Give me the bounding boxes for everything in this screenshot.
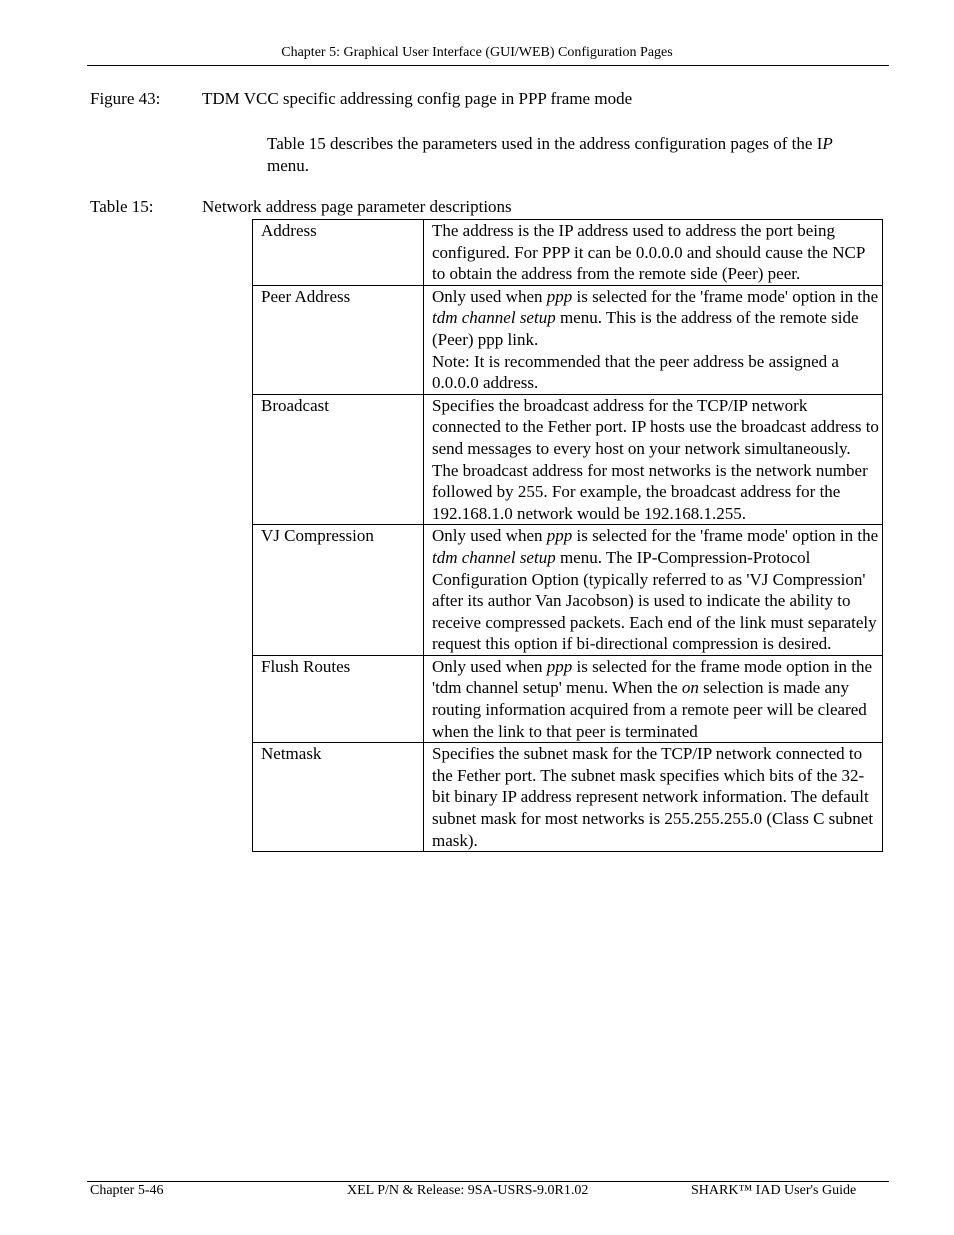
footer-rule xyxy=(87,1181,889,1182)
running-header: Chapter 5: Graphical User Interface (GUI/WEB) Configuration Pages xyxy=(281,45,673,60)
table-row xyxy=(253,285,883,394)
description-text: The address is the IP address used to address the port being configured. For PPP it can be 0.0.0.0 and should cause the NCP to obtain the address from the remote side (Peer) peer. xyxy=(432,221,865,284)
parameter-name: Flush Routes xyxy=(253,655,424,742)
table-number: Table 15: xyxy=(90,197,154,216)
parameter-name: Address xyxy=(253,220,424,286)
intro-text-italic: P xyxy=(822,134,833,153)
table-row xyxy=(253,220,883,286)
description-text: Specifies the broadcast address for the TCP/IP network connected to the Fether port. IP hosts use the broadcast address to send messages to every host on your network simultaneously. The broadcast address for most networks is the network number followed by 255. For example, the broadcast address for the 192.168.1.0 network would be 192.168.1.255. xyxy=(432,395,879,523)
parameter-table xyxy=(252,219,883,852)
table-title: Network address page parameter descriptions xyxy=(202,197,512,216)
parameter-description xyxy=(424,220,883,286)
footer-chapter: Chapter 5-46 xyxy=(90,1183,164,1198)
description-text: Only used when xyxy=(432,286,547,306)
description-italic-text: ppp xyxy=(546,526,573,546)
figure-title: TDM VCC specific addressing config page in PPP frame mode xyxy=(202,89,633,108)
parameter-table-body xyxy=(253,220,883,852)
table-caption xyxy=(90,197,512,217)
description-italic-text: tdm channel setup xyxy=(432,547,556,567)
header-rule xyxy=(87,65,889,66)
description-text: menu. This is the address of the remote side (Peer) ppp link. xyxy=(432,308,859,349)
description-text: selection is made any routing information acquired from a remote peer will be cleared when the link to that peer is terminated xyxy=(432,678,867,741)
parameter-name: VJ Compression xyxy=(253,525,424,656)
description-text: is selected for the 'frame mode' option in the xyxy=(572,526,879,546)
description-text: Note: It is recommended that the peer address be assigned a 0.0.0.0 address. xyxy=(432,351,839,393)
table-row xyxy=(253,394,883,525)
description-text: is selected for the 'frame mode' option in the xyxy=(572,286,879,306)
table-row xyxy=(253,655,883,742)
table-row xyxy=(253,743,883,852)
intro-text-start: Table 15 describes the parameters used in the address configuration pages of the I xyxy=(267,134,823,153)
parameter-description xyxy=(424,394,883,525)
description-text: is selected for the frame mode option in the 'tdm channel setup' menu. When the xyxy=(432,656,873,698)
description-text: Only used when xyxy=(432,526,547,546)
description-text: menu. The IP-Compression-Protocol Configuration Option (typically referred to as 'VJ Compression' after its author Van Jacobson) is used to indicate the ability to receive compressed packets. Each end of the link must separately request this option if bi-directional compression is desired. xyxy=(432,547,877,654)
parameter-name: Broadcast xyxy=(253,394,424,525)
parameter-description xyxy=(424,743,883,852)
description-italic-text: ppp xyxy=(546,286,573,306)
description-text: Specifies the subnet mask for the TCP/IP network connected to the Fether port. The subnet mask specifies which bits of the 32-bit binary IP address represent network information. The default subnet mask for most networks is 255.255.255.0 (Class C subnet mask). xyxy=(432,744,874,850)
description-italic-text: tdm channel setup xyxy=(432,308,556,328)
parameter-description xyxy=(424,525,883,656)
description-italic-text: on xyxy=(681,678,699,698)
description-italic-text: ppp xyxy=(546,656,573,676)
intro-paragraph xyxy=(267,133,877,177)
figure-caption xyxy=(90,89,632,109)
parameter-name: Peer Address xyxy=(253,285,424,394)
description-text: Only used when xyxy=(432,656,547,676)
parameter-description xyxy=(424,655,883,742)
figure-number: Figure 43: xyxy=(90,89,161,108)
parameter-name: Netmask xyxy=(253,743,424,852)
table-row xyxy=(253,525,883,656)
intro-text-end: menu. xyxy=(267,156,310,175)
footer-release: XEL P/N & Release: 9SA-USRS-9.0R1.02 xyxy=(347,1183,589,1198)
footer-guide-title: SHARK™ IAD User's Guide xyxy=(691,1183,857,1198)
parameter-description xyxy=(424,285,883,394)
